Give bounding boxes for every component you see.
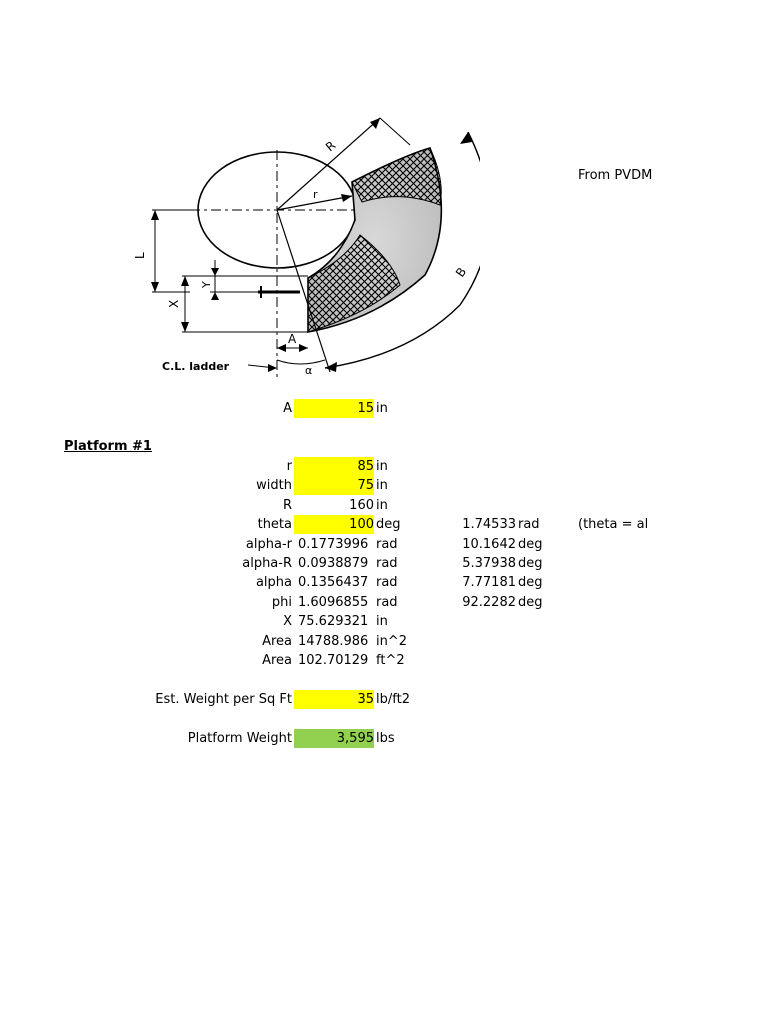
row-label: r [286,459,292,474]
platform-heading: Platform #1 [64,439,152,454]
row-unit: ft^2 [376,653,405,668]
row-label: alpha [255,575,292,590]
row-converted-unit: deg [518,575,543,590]
row-converted-unit: deg [518,595,543,610]
row-unit: rad [376,595,398,610]
row-label: X [283,614,292,629]
platform-weight-value[interactable]: 3,595 [294,729,374,748]
row-unit: in [376,478,388,493]
row-comment: (theta = al [578,517,649,532]
label-cl-ladder: C.L. ladder [162,360,230,373]
row-converted-value: 7.77181 [462,575,516,590]
platform-weight-unit: lbs [376,731,395,746]
row-label: theta [257,517,292,532]
row-value[interactable]: 100 [294,515,374,534]
row-value: 75.629321 [298,614,369,629]
row-value[interactable]: 85 [294,457,374,476]
row-unit: rad [376,556,398,571]
row-unit: in [376,459,388,474]
row-value: 14788.986 [298,634,369,649]
row-converted-unit: deg [518,556,543,571]
row-unit: in^2 [376,634,408,649]
row-value: 1.6096855 [298,595,369,610]
row-label: width [256,478,292,493]
row-converted-value: 1.74533 [462,517,516,532]
row-unit: deg [376,517,401,532]
row-label: Area [262,634,292,649]
row-label: alpha-R [242,556,292,571]
label-X: X [167,299,181,308]
row-converted-unit: rad [518,517,540,532]
label-r: r [313,188,318,201]
a-label: A [283,401,292,416]
row-label: phi [271,595,292,610]
row-converted-value: 5.37938 [462,556,516,571]
label-Y: Y [200,281,213,288]
a-value[interactable]: 15 [294,399,374,418]
platform-weight-label: Platform Weight [187,731,292,746]
row-value: 0.0938879 [298,556,369,571]
label-L: L [133,252,147,259]
row-unit: in [376,614,388,629]
label-alpha: α [305,364,313,377]
row-value[interactable]: 75 [294,476,374,495]
a-unit: in [376,401,388,416]
label-A: A [288,332,297,346]
row-unit: in [376,498,388,513]
row-converted-value: 10.1642 [462,537,516,552]
source-note: From PVDM [578,168,653,183]
row-label: R [282,498,292,513]
row-unit: rad [376,537,398,552]
row-label: alpha-r [245,537,292,552]
label-R: R [322,138,339,155]
row-value: 160 [349,498,374,513]
weight-per-sqft-value[interactable]: 35 [294,690,374,709]
row-value: 102.70129 [298,653,369,668]
row-converted-unit: deg [518,537,543,552]
platform-diagram [130,110,480,385]
row-label: Area [262,653,292,668]
row-unit: rad [376,575,398,590]
row-converted-value: 92.2282 [462,595,516,610]
row-value: 0.1356437 [298,575,369,590]
weight-per-sqft-label: Est. Weight per Sq Ft [155,692,292,707]
row-value: 0.1773996 [298,537,369,552]
weight-per-sqft-unit: lb/ft2 [376,692,410,707]
label-B: B [452,264,470,280]
